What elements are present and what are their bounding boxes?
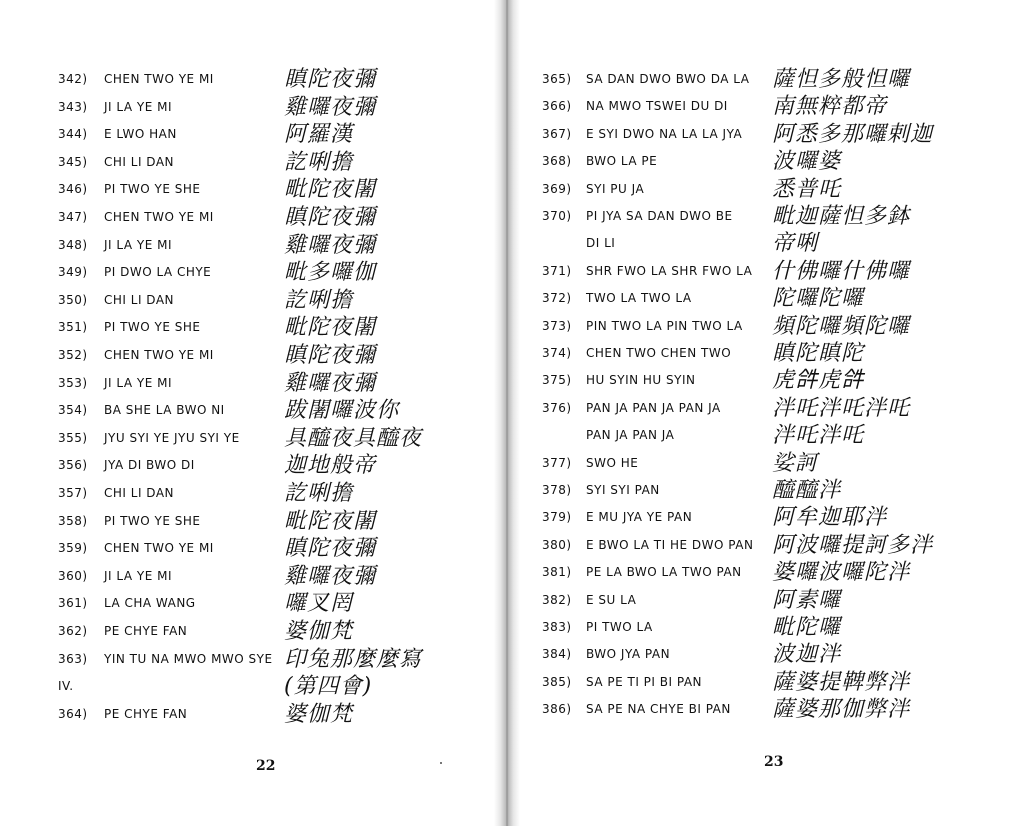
line-number: 367)	[542, 126, 572, 141]
chinese-text: 陀囉陀囉	[772, 286, 865, 312]
line-number: 359)	[58, 541, 88, 556]
chinese-text: 瞋陀夜彌	[284, 343, 377, 368]
chant-line	[0, 372, 498, 400]
chant-line	[516, 452, 1024, 480]
chinese-text: 瞋陀瞋陀	[772, 341, 865, 366]
left-page-number: 22	[256, 758, 276, 774]
chant-line	[0, 675, 498, 703]
chinese-text: 迦地般帝	[284, 453, 377, 479]
chant-line	[516, 95, 1024, 123]
chinese-text: 頻陀囉頻陀囉	[772, 313, 911, 339]
chinese-text: 囉叉罔	[284, 591, 354, 617]
romanized-text: BA SHE LA BWO NI	[104, 403, 225, 418]
line-number: 349)	[58, 265, 88, 280]
line-number: 379)	[542, 510, 572, 525]
line-number: 358)	[58, 513, 88, 528]
line-number: 342)	[58, 72, 88, 86]
romanized-text: SWO HE	[586, 455, 639, 470]
chinese-text: 毗陀夜闍	[284, 177, 377, 203]
chinese-text: 阿悉多那囉剌迦	[772, 121, 934, 147]
chant-line	[0, 206, 498, 234]
romanized-text: CHEN TWO YE MI	[104, 72, 214, 86]
line-number: 381)	[542, 565, 572, 580]
chinese-text: 雞囉夜彌	[284, 232, 377, 258]
line-number: 372)	[542, 291, 572, 306]
chant-line	[516, 287, 1024, 315]
romanized-text: PAN JA PAN JA	[586, 428, 675, 443]
line-number: 343)	[58, 99, 88, 114]
chinese-text: 泮吒泮吒	[772, 423, 865, 449]
chinese-text: 波囉婆	[772, 149, 842, 175]
chant-line	[516, 616, 1024, 644]
chant-line	[516, 178, 1024, 206]
romanized-text: PI TWO YE SHE	[104, 320, 201, 335]
chant-line	[0, 289, 498, 317]
chinese-text: 毗多囉伽	[284, 260, 377, 286]
romanized-text: PI TWO YE SHE	[104, 513, 201, 528]
chinese-text: 醯醯泮	[772, 478, 842, 503]
line-number: 360)	[58, 568, 88, 583]
romanized-text: PE LA BWO LA TWO PAN	[586, 565, 742, 580]
romanized-text: CHEN TWO YE MI	[104, 348, 214, 362]
romanized-text: CHEN TWO YE MI	[104, 210, 214, 224]
chinese-text: 悉普吒	[772, 176, 842, 202]
chinese-text: 毗迦薩怛多鉢	[772, 204, 911, 229]
chinese-text: 毗陀囉	[772, 615, 842, 640]
chant-line	[0, 178, 498, 206]
chinese-text: 薩婆提鞞弊泮	[772, 669, 911, 695]
chinese-text: 瞋陀夜彌	[284, 205, 377, 230]
left-page	[0, 0, 498, 826]
romanized-text: DI LI	[586, 236, 616, 251]
chinese-text: 南無粹都帝	[772, 94, 888, 120]
line-number: 383)	[542, 620, 572, 634]
romanized-text: SHR FWO LA SHR FWO LA	[586, 263, 753, 278]
chant-line	[0, 620, 498, 648]
romanized-text: JI LA YE MI	[104, 568, 172, 583]
chant-line	[0, 151, 498, 179]
romanized-text: E BWO LA TI HE DWO PAN	[586, 537, 754, 552]
chant-line	[516, 506, 1024, 534]
page-speck	[440, 762, 442, 764]
line-number: 366)	[542, 99, 572, 114]
line-number: 364)	[58, 706, 88, 721]
line-number: 357)	[58, 486, 88, 500]
romanized-text: JI LA YE MI	[104, 99, 172, 114]
chant-line	[0, 482, 498, 510]
romanized-text: SYI PU JA	[586, 181, 645, 196]
romanized-text: PE CHYE FAN	[104, 706, 188, 721]
chant-line	[0, 565, 498, 593]
line-number: 347)	[58, 210, 88, 224]
chinese-text: 婆伽梵	[284, 619, 354, 644]
chinese-text: 訖唎擔	[284, 481, 354, 506]
chinese-text: 瞋陀夜彌	[284, 536, 377, 562]
line-number: 351)	[58, 320, 88, 335]
chant-line	[0, 427, 498, 455]
line-number: 380)	[542, 537, 572, 552]
romanized-text: PI DWO LA CHYE	[104, 265, 212, 280]
chant-line	[516, 397, 1024, 425]
line-number: 344)	[58, 127, 88, 142]
line-number: 354)	[58, 403, 88, 418]
chant-line	[516, 68, 1024, 96]
right-page	[516, 0, 1024, 826]
chinese-text: 毗陀夜闍	[284, 508, 377, 534]
romanized-text: CHI LI DAN	[104, 292, 175, 307]
chant-line	[516, 369, 1024, 397]
romanized-text: E SU LA	[586, 592, 637, 607]
chant-line	[516, 232, 1024, 260]
chinese-text: 波迦泮	[772, 642, 842, 668]
line-number: 345)	[58, 154, 88, 169]
romanized-text: LA CHA WANG	[104, 596, 196, 611]
romanized-text: BWO JYA PAN	[586, 647, 671, 662]
right-page-number: 23	[764, 754, 784, 770]
chinese-text: 瞋陀夜彌	[284, 67, 377, 92]
romanized-text: JI LA YE MI	[104, 375, 172, 390]
chinese-text: (第四會)	[284, 674, 373, 700]
romanized-text: PI TWO LA	[586, 620, 653, 634]
line-number: 365)	[542, 72, 572, 86]
chinese-text: 薩怛多般怛囉	[772, 67, 911, 92]
line-number: 352)	[58, 348, 88, 362]
line-number: 377)	[542, 455, 572, 470]
chant-line	[0, 344, 498, 372]
romanized-text: SA PE NA CHYE BI PAN	[586, 702, 731, 717]
romanized-text: JYU SYI YE JYU SYI YE	[104, 430, 240, 445]
romanized-text: NA MWO TSWEI DU DI	[586, 99, 728, 114]
chinese-text: 雞囉夜彌	[284, 563, 377, 589]
chant-line	[0, 68, 498, 96]
chant-line	[0, 703, 498, 731]
romanized-text: YIN TU NA MWO MWO SYE	[104, 651, 273, 666]
chinese-text: 虎𤙖虎𤙖	[772, 368, 865, 394]
romanized-text: E SYI DWO NA LA LA JYA	[586, 126, 743, 141]
romanized-text: BWO LA PE	[586, 154, 658, 169]
chant-line	[516, 643, 1024, 671]
chant-line	[0, 454, 498, 482]
line-number: 378)	[542, 483, 572, 497]
chant-line	[0, 316, 498, 344]
chinese-text: 什佛囉什佛囉	[772, 258, 911, 284]
chant-line	[516, 342, 1024, 370]
chant-line	[516, 205, 1024, 233]
chinese-text: 帝唎	[772, 231, 819, 257]
chant-line	[516, 315, 1024, 343]
romanized-text: JYA DI BWO DI	[104, 458, 195, 473]
chant-line	[516, 671, 1024, 699]
line-number: 376)	[542, 400, 572, 415]
romanized-text: PIN TWO LA PIN TWO LA	[586, 318, 743, 333]
romanized-text: SA PE TI PI BI PAN	[586, 674, 703, 689]
romanized-text: E LWO HAN	[104, 127, 177, 142]
chinese-text: 阿素囉	[772, 587, 842, 613]
romanized-text: PI TWO YE SHE	[104, 182, 201, 197]
romanized-text: CHEN TWO YE MI	[104, 541, 214, 556]
chant-line	[0, 648, 498, 676]
chinese-text: 跋闍囉波你	[284, 398, 400, 424]
chant-line	[0, 510, 498, 538]
romanized-text: CHI LI DAN	[104, 154, 175, 169]
chinese-text: 毗陀夜闍	[284, 315, 377, 341]
line-number: 375)	[542, 373, 572, 388]
chinese-text: 泮吒泮吒泮吒	[772, 395, 911, 421]
line-number: 384)	[542, 647, 572, 662]
chant-line	[516, 424, 1024, 452]
chant-line	[516, 561, 1024, 589]
chinese-text: 印兔那麼麼寫	[284, 646, 423, 672]
line-number: 353)	[58, 375, 88, 390]
line-number: 355)	[58, 430, 88, 445]
romanized-text: SA DAN DWO BWO DA LA	[586, 72, 750, 86]
chant-line	[0, 96, 498, 124]
line-number: 348)	[58, 237, 88, 252]
line-number: 371)	[542, 263, 572, 278]
chinese-text: 具醯夜具醯夜	[284, 425, 423, 451]
chinese-text: 雞囉夜彌	[284, 94, 377, 120]
chinese-text: 阿牟迦耶泮	[772, 505, 888, 531]
chinese-text: 雞囉夜彌	[284, 370, 377, 396]
chinese-text: 阿波囉提訶多泮	[772, 532, 934, 558]
romanized-text: CHEN TWO CHEN TWO	[586, 346, 732, 360]
line-number: 363)	[58, 651, 88, 666]
line-number: 368)	[542, 154, 572, 169]
line-number: 346)	[58, 182, 88, 197]
chant-line	[0, 234, 498, 262]
chinese-text: 娑訶	[772, 450, 819, 476]
romanized-text: PAN JA PAN JA PAN JA	[586, 400, 721, 415]
romanized-text: CHI LI DAN	[104, 486, 175, 500]
chant-line	[516, 534, 1024, 562]
line-number: 370)	[542, 209, 572, 223]
chant-line	[0, 537, 498, 565]
romanized-text: PI JYA SA DAN DWO BE	[586, 209, 733, 223]
romanized-text: E MU JYA YE PAN	[586, 510, 693, 525]
line-number: 369)	[542, 181, 572, 196]
chant-line	[0, 592, 498, 620]
line-number: 373)	[542, 318, 572, 333]
chinese-text: 訖唎擔	[284, 287, 354, 313]
line-number: 382)	[542, 592, 572, 607]
chant-line	[0, 261, 498, 289]
chinese-text: 婆伽梵	[284, 701, 354, 727]
line-number: 385)	[542, 674, 572, 689]
chinese-text: 阿羅漢	[284, 122, 354, 148]
romanized-text: SYI SYI PAN	[586, 483, 660, 497]
chant-line	[0, 399, 498, 427]
romanized-text: HU SYIN HU SYIN	[586, 373, 696, 388]
romanized-text: TWO LA TWO LA	[586, 291, 692, 306]
chinese-text: 訖唎擔	[284, 149, 354, 175]
line-number: 374)	[542, 346, 572, 360]
chinese-text: 婆囉波囉陀泮	[772, 560, 911, 586]
line-number: 386)	[542, 702, 572, 717]
chant-line	[516, 123, 1024, 151]
line-number: 356)	[58, 458, 88, 473]
chant-line	[516, 698, 1024, 726]
chant-line	[516, 150, 1024, 178]
chant-line	[516, 589, 1024, 617]
chant-line	[0, 123, 498, 151]
line-number: 350)	[58, 292, 88, 307]
chinese-text: 薩婆那伽弊泮	[772, 697, 911, 723]
romanized-text: PE CHYE FAN	[104, 624, 188, 638]
chant-line	[516, 479, 1024, 507]
romanized-text: JI LA YE MI	[104, 237, 172, 252]
line-number: 362)	[58, 624, 88, 638]
line-number: IV.	[58, 679, 74, 694]
chant-line	[516, 260, 1024, 288]
line-number: 361)	[58, 596, 88, 611]
